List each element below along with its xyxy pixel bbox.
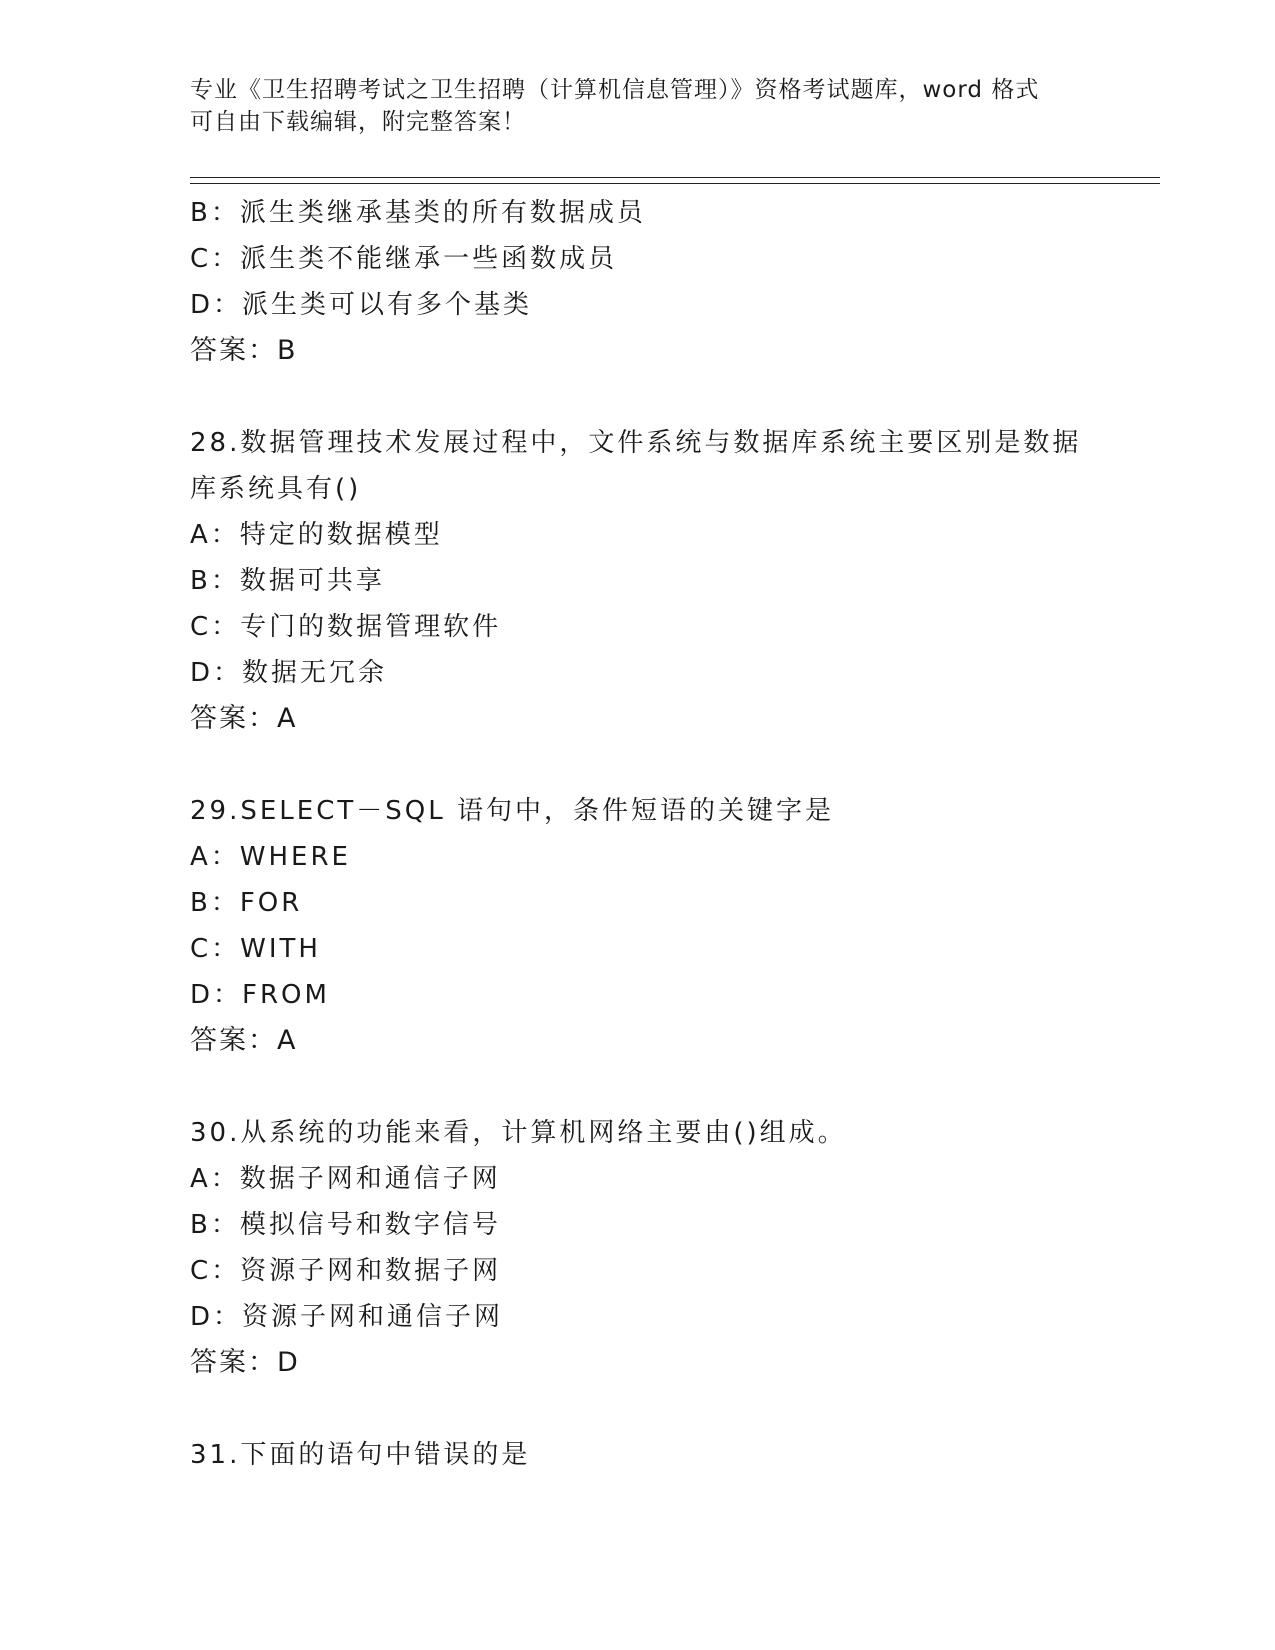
question-stem: 31.下面的语句中错误的是 <box>190 1440 531 1470</box>
spacer <box>190 1386 1190 1432</box>
option-b: B：派生类继承基类的所有数据成员 <box>190 198 646 228</box>
header-title-line-2: 可自由下载编辑，附完整答案！ <box>190 109 526 135</box>
spacer <box>190 374 1190 420</box>
header-divider-top <box>190 177 1160 178</box>
spacer <box>190 742 1190 788</box>
option-a: A：数据子网和通信子网 <box>190 1164 501 1194</box>
option-c: C：派生类不能继承一些函数成员 <box>190 244 618 274</box>
question-stem: 28.数据管理技术发展过程中，文件系统与数据库系统主要区别是数据 <box>190 428 1082 458</box>
option-c: C：WITH <box>190 934 321 964</box>
answer-label: 答案：A <box>190 703 298 734</box>
answer-label: 答案：A <box>190 1025 298 1056</box>
option-d: D：数据无冗余 <box>190 658 388 688</box>
option-c: C：资源子网和数据子网 <box>190 1256 502 1286</box>
option-b: B：模拟信号和数字信号 <box>190 1210 501 1240</box>
question-28 <box>190 420 1190 742</box>
spacer <box>190 1064 1190 1110</box>
question-27-tail <box>190 190 1190 374</box>
option-a: A：WHERE <box>190 842 351 872</box>
option-b: B：FOR <box>190 888 303 918</box>
option-d: D：资源子网和通信子网 <box>190 1302 504 1332</box>
question-30 <box>190 1110 1190 1386</box>
question-stem: 30.从系统的功能来看，计算机网络主要由()组成。 <box>190 1118 847 1148</box>
question-31 <box>190 1432 1190 1478</box>
question-stem: 29.SELECT－SQL 语句中，条件短语的关键字是 <box>190 796 834 826</box>
answer-label: 答案：D <box>190 1347 300 1378</box>
answer-label: 答案：B <box>190 335 298 366</box>
question-stem-continued: 库系统具有() <box>190 474 362 504</box>
option-c: C：专门的数据管理软件 <box>190 612 502 642</box>
header-title-line-1: 专业《卫生招聘考试之卫生招聘（计算机信息管理）》资格考试题库，word 格式 <box>190 77 1040 103</box>
question-list <box>190 190 1190 1478</box>
option-d: D：FROM <box>190 980 330 1010</box>
header-divider-bottom <box>190 183 1160 184</box>
option-b: B：数据可共享 <box>190 566 385 596</box>
option-d: D：派生类可以有多个基类 <box>190 290 533 320</box>
question-29 <box>190 788 1190 1064</box>
option-a: A：特定的数据模型 <box>190 520 443 550</box>
page-header <box>190 74 1090 138</box>
